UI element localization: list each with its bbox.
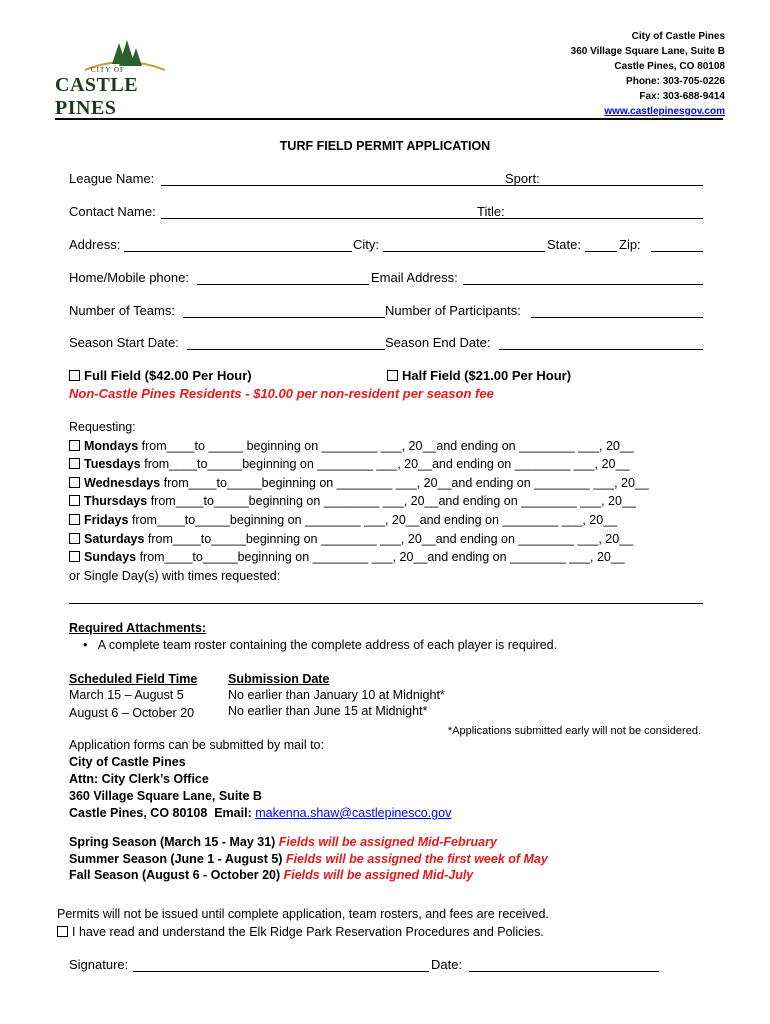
season-note: Fields will be assigned the first week of May [285,851,548,866]
castle-pines-logo [55,40,195,119]
mail-intro: Application forms can be submitted by mail to: [69,738,324,752]
season-spring [69,834,729,851]
day-checkbox[interactable] [69,514,80,525]
day-row-mondays[interactable] [69,437,729,456]
day-row-fridays[interactable] [69,511,729,530]
mail-line4: Castle Pines, CO 80108 Email: [69,806,256,820]
start-label: Season Start Date: [69,335,179,350]
mail-line1: City of Castle Pines [69,755,186,769]
season-label: Summer Season (June 1 - August 5) [69,851,286,866]
seasons-section [69,834,729,884]
logo-name-text: CASTLE PINES [55,74,139,119]
non-resident-fee-note: Non-Castle Pines Residents - $10.00 per non-resident per season fee [69,386,494,401]
row-address [69,237,703,253]
day-row-wednesdays[interactable] [69,474,729,493]
form-title: TURF FIELD PERMIT APPLICATION [279,139,491,153]
participants-field[interactable] [531,303,703,318]
requesting-section [69,418,729,585]
season-summer [69,851,729,868]
day-checkbox[interactable] [69,440,80,451]
field-options [69,368,709,401]
sport-label: Sport: [505,171,540,186]
address-label: Address: [69,237,121,252]
day-times: from____to_____beginning on ________ ___, 20__and ending on ________ ___, 20__ [140,457,630,472]
day-checkbox[interactable] [69,533,80,544]
city-label: City: [353,237,379,252]
acknowledge-checkbox[interactable] [57,926,68,937]
season-label: Spring Season (March 15 - May 31) [69,835,279,849]
address-field[interactable] [124,237,352,252]
full-field-label: Full Field ($42.00 Per Hour) [84,368,252,383]
day-checkbox[interactable] [69,551,80,562]
season-label: Fall Season (August 6 - October 20) [69,868,284,882]
league-label: League Name: [69,171,155,186]
season-note: Fields will be assigned Mid-July [283,868,474,882]
contact-label: Contact Name: [69,204,156,219]
half-field-label: Half Field ($21.00 Per Hour) [402,368,572,383]
contact-fax: Fax: 303-688-9414 [639,91,725,102]
signature-field[interactable] [133,957,429,972]
day-times: from____to_____beginning on ________ ___, 20__and ending on ________ ___, 20__ [147,494,636,509]
sport-field[interactable] [519,171,703,186]
mail-line3: 360 Village Square Lane, Suite B [69,789,262,803]
acknowledge-row[interactable] [57,923,737,941]
attachments-item-text: A complete team roster containing the complete address of each player is required. [97,638,558,652]
day-row-sundays[interactable] [69,548,729,567]
schedule-time: August 6 – October 20 [69,706,195,720]
day-checkbox[interactable] [69,495,80,506]
single-days-field[interactable] [69,603,703,604]
email-link[interactable]: makenna.shaw@castlepinesco.gov [255,806,452,820]
website-link[interactable]: www.castlepinesgov.com [604,106,725,117]
row-league [69,171,703,187]
schedule-col1-heading: Scheduled Field Time [69,672,198,686]
full-field-checkbox[interactable] [69,370,80,381]
state-label: State: [547,237,581,252]
email-label: Email Address: [371,270,458,285]
zip-label: Zip: [619,237,641,252]
mail-line2: Attn: City Clerk’s Office [69,772,209,786]
day-name: Sundays [84,550,137,565]
end-date-field[interactable] [499,335,703,350]
schedule-row [69,703,709,719]
row-signature [69,957,669,973]
schedule-footnote: *Applications submitted early will not be considered. [447,725,701,737]
full-field-option[interactable] [69,368,252,383]
contact-phone: Phone: 303-705-0226 [626,76,725,87]
permits-note: Permits will not be issued until complete application, team rosters, and fees are received. [57,907,549,921]
contact-org: City of Castle Pines [631,31,725,42]
attachments-section [69,620,719,654]
day-times: from____to_____beginning on ________ ___, 20__and ending on ________ ___, 20__ [136,550,625,565]
contact-address1: 360 Village Square Lane, Suite B [570,46,725,57]
half-field-option[interactable] [387,368,571,383]
phone-label: Home/Mobile phone: [69,270,189,285]
day-checkbox[interactable] [69,477,80,488]
day-checkbox[interactable] [69,458,80,469]
single-days-label: or Single Day(s) with times requested: [69,568,281,583]
attachments-item: • A complete team roster containing the complete address of each player is required. [83,638,558,652]
day-row-tuesdays[interactable] [69,455,729,474]
requesting-label: Requesting: [69,420,136,434]
row-phone [69,270,703,286]
day-name: Fridays [84,512,129,527]
season-fall [69,867,729,884]
day-times: from____to_____beginning on ________ ___, 20__and ending on ________ ___, 20__ [128,512,618,527]
logo-city-text: CITY OF [91,66,125,74]
day-row-thursdays[interactable] [69,492,729,511]
row-contact [69,204,703,220]
day-name: Tuesdays [84,457,141,472]
state-field[interactable] [585,237,617,252]
schedule-table [69,671,709,740]
day-name: Saturdays [84,531,145,546]
contact-block [571,29,725,119]
season-note: Fields will be assigned Mid-February [278,835,497,849]
title-field[interactable] [509,204,703,219]
permits-section [57,905,737,941]
contact-address2: Castle Pines, CO 80108 [614,61,725,72]
mail-section [69,737,719,822]
participants-label: Number of Participants: [385,303,521,318]
row-teams [69,303,703,319]
schedule-col2-heading: Submission Date [228,672,330,686]
date-label: Date: [431,957,463,972]
day-name: Wednesdays [84,475,161,490]
row-season [69,335,703,351]
league-name-field[interactable] [161,171,543,186]
title-label: Title: [477,204,505,219]
phone-field[interactable] [197,270,369,285]
schedule-time: March 15 – August 5 [69,688,184,702]
day-name: Thursdays [84,494,148,509]
schedule-date: No earlier than January 10 at Midnight* [228,688,445,702]
schedule-date: No earlier than June 15 at Midnight* [228,704,428,718]
day-name: Mondays [84,438,139,453]
signature-label: Signature: [69,957,129,972]
end-label: Season End Date: [385,335,491,350]
day-times: from____to_____beginning on ________ ___, 20__and ending on ________ ___, 20__ [144,531,634,546]
half-field-checkbox[interactable] [387,370,398,381]
teams-label: Number of Teams: [69,303,175,318]
start-date-field[interactable] [187,335,385,350]
city-field[interactable] [383,237,545,252]
date-field[interactable] [469,957,659,972]
attachments-heading: Required Attachments: [69,621,207,635]
day-row-saturdays[interactable] [69,530,729,549]
day-times: from____to _____ beginning on ________ ___, 20__and ending on ________ ___, 20__ [138,438,634,453]
header-divider [55,118,723,120]
acknowledge-text: I have read and understand the Elk Ridge Park Reservation Procedures and Policies. [72,925,544,939]
days-list [69,437,729,567]
email-field[interactable] [463,270,703,285]
zip-field[interactable] [651,237,703,252]
teams-field[interactable] [183,303,385,318]
day-times: from____to_____beginning on ________ ___, 20__and ending on ________ ___, 20__ [160,475,649,490]
schedule-row [69,687,709,703]
